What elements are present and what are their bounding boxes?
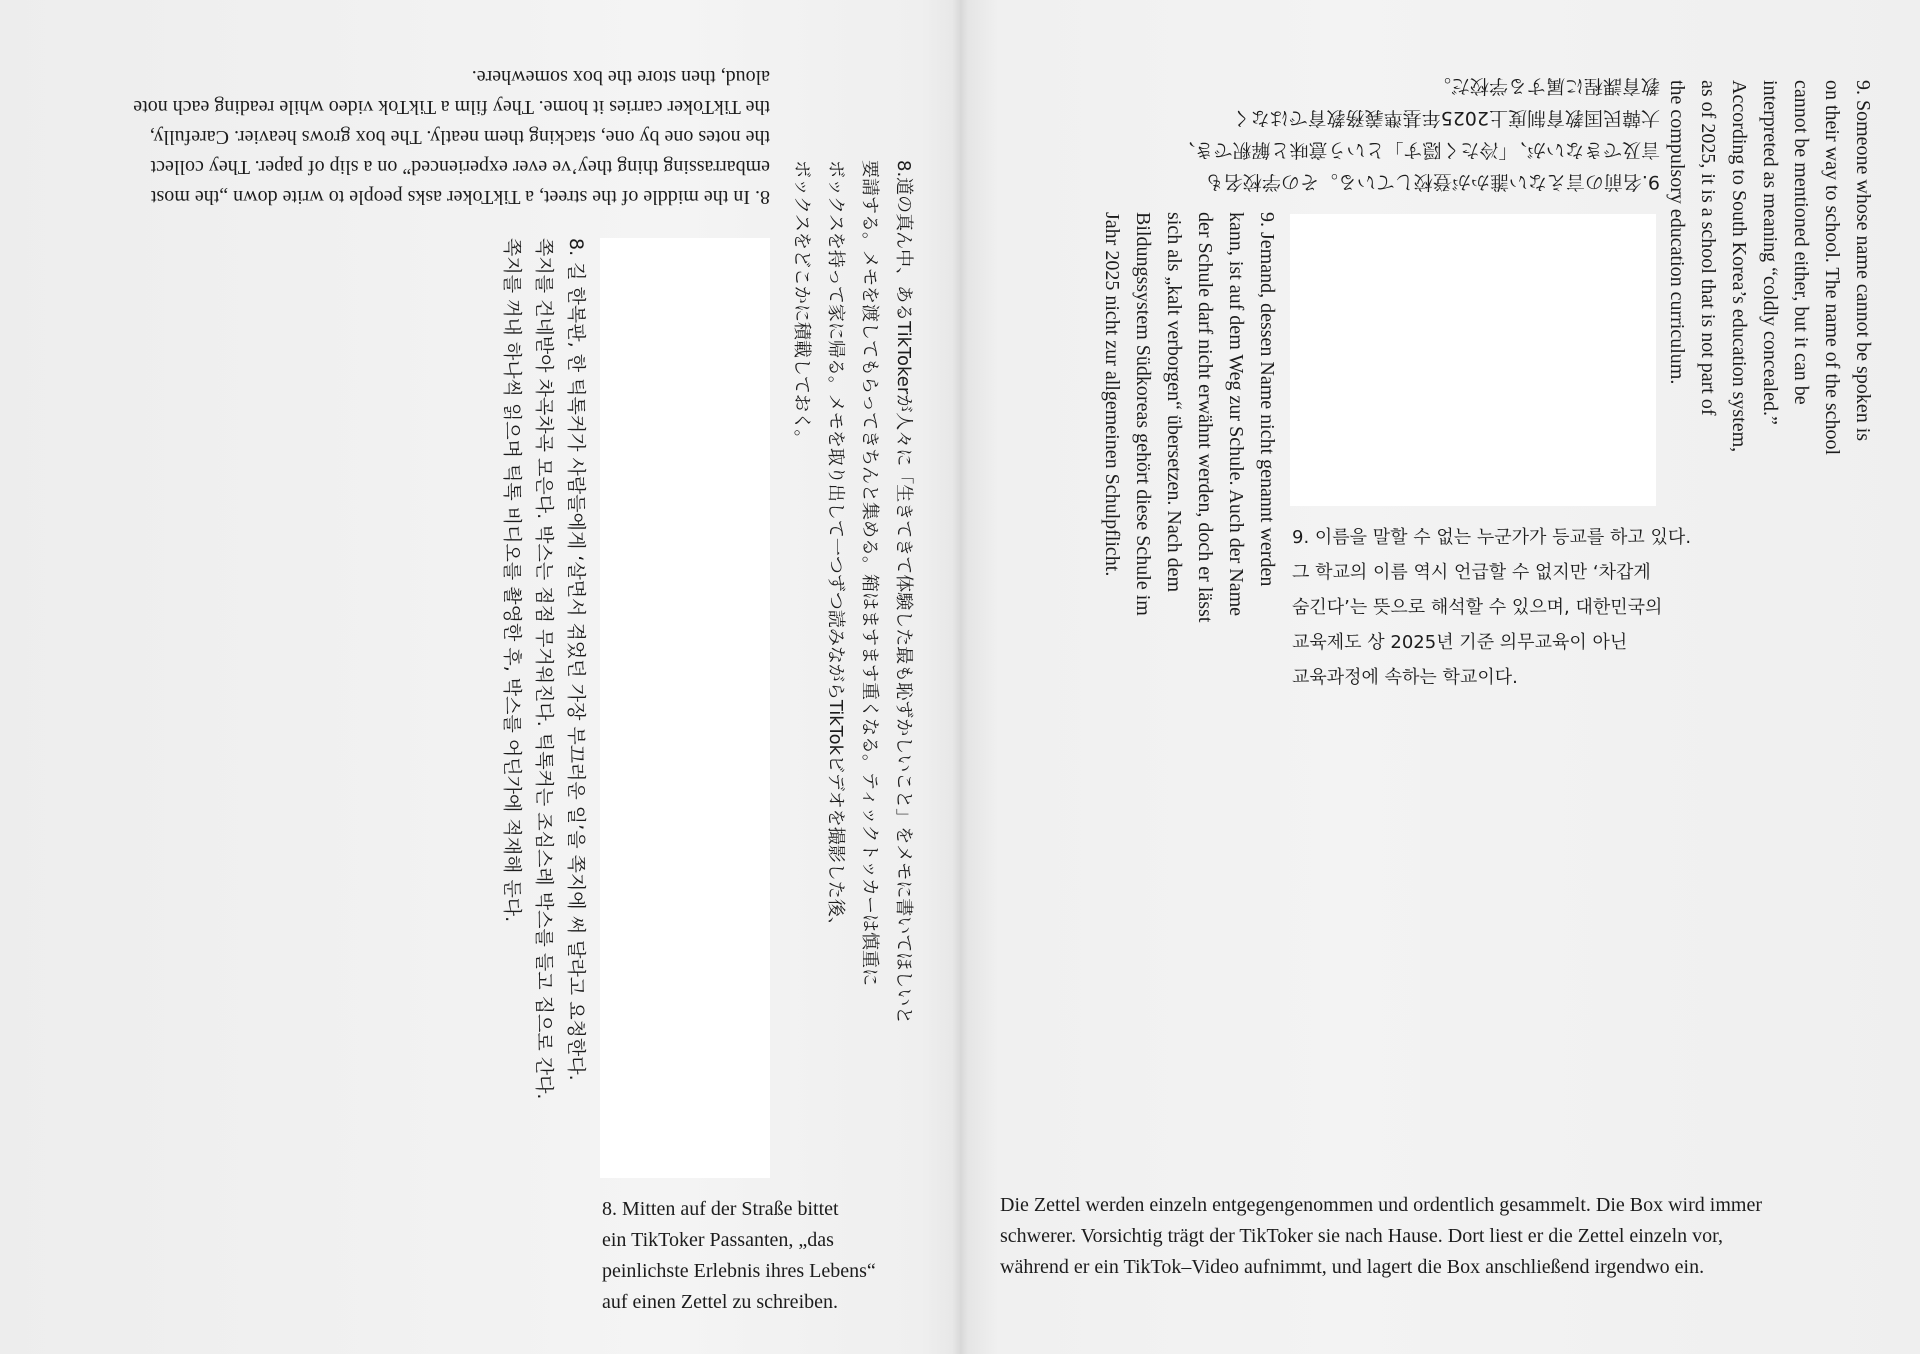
- text-line: Bildungssystem Südkoreas gehört diese Schule im: [1132, 212, 1154, 616]
- text-line: 9. Jemand, dessen Name nicht genannt werden: [1256, 212, 1278, 587]
- text-line: 교육제도 상 2025년 기준 의무교육이 아닌: [1292, 632, 1628, 653]
- text-line: on their way to school. The name of the school: [1821, 80, 1843, 456]
- text-line: 8. Mitten auf der Straße bittet: [602, 1198, 839, 1220]
- text-line: 8.道の真ん中、あるTikTokerが人々に「生きてきて体験した最も恥ずかしいこと」をメモに書いてほしいと: [893, 160, 914, 1025]
- ko-text-vertical: [496, 238, 592, 1099]
- text-line: sich als „kalt verborgen“ übersetzen. Nach dem: [1163, 212, 1185, 593]
- text-line: ボックスを持って家に帰る。メモを取り出して一つずつ読みながらTikTokビデオを撮影した後、: [825, 160, 846, 935]
- text-line: 그 학교의 이름 역시 언급할 수 없지만 ‘차갑게: [1292, 562, 1651, 583]
- text-line: 8. In the middle of the street, a TikToker asks people to write down „the most: [150, 186, 770, 208]
- text-line: 言及できないが、「冷たく隠す」という意味と解釈でき、: [1176, 139, 1660, 161]
- text-line: the compulsory education curriculum.: [1666, 80, 1688, 385]
- text-line: kann, ist auf dem Weg zur Schule. Auch der Name: [1225, 212, 1247, 617]
- text-line: 9.名前の言えない誰かが登校している。その学校名も: [1204, 171, 1660, 193]
- text-line: interpreted as meaning “coldly concealed.”: [1759, 80, 1781, 425]
- book-gutter: [952, 0, 968, 1354]
- text-line: the TikToker carries it home. They film a TikTok video while reading each note: [133, 96, 770, 118]
- text-line: 要請する。メモを渡してもらってきちんと集める。箱はますます重くなる。ティックトッカーは慎重に: [859, 160, 880, 987]
- text-line: 쪽지를 건네받아 차곡차곡 모은다. 박스는 점점 무거워진다. 틱톡커는 조심스레 박스를 들고 집으로 간다.: [533, 238, 555, 1100]
- text-line: 9. Someone whose name cannot be spoken is: [1852, 80, 1874, 442]
- text-line: 숨긴다’는 뜻으로 해석할 수 있으며, 대한민국의: [1292, 597, 1663, 618]
- text-line: the notes one by one, stacking them neatly. The box grows heavier. Carefully,: [149, 126, 770, 148]
- de-text-vertical: [1096, 212, 1282, 622]
- text-line: Die Zettel werden einzeln entgegengenommen und ordentlich gesammelt. Die Box wird immer: [1000, 1194, 1762, 1216]
- image-placeholder-left: [600, 238, 770, 1178]
- text-line: schwerer. Vorsichtig trägt der TikToker sie nach Hause. Dort liest er die Zettel einzeln vor,: [1000, 1225, 1723, 1247]
- text-line: während er ein TikTok–Video aufnimmt, und lagert die Box anschließend irgendwo ein.: [1000, 1256, 1705, 1278]
- text-line: as of 2025, it is a school that is not part of: [1697, 80, 1719, 416]
- text-line: According to South Korea’s education system,: [1728, 80, 1750, 453]
- text-line: 8. 길 한복판, 한 틱톡커가 사람들에게 ‘살면서 겪었던 가장 부끄러운 일’을 쪽지에 써 달라고 요청한다.: [565, 238, 587, 1081]
- text-line: 쪽지를 꺼내 하나씩 읽으며 틱톡 비디오를 촬영한 후, 박스를 어딘가에 적재해 둔다.: [501, 238, 523, 923]
- text-line: 教育課程に属する学校だ。: [1431, 75, 1660, 97]
- en-text-upside-down: [40, 62, 770, 212]
- de-caption-left: [602, 1194, 876, 1318]
- en-text-vertical: [1661, 80, 1878, 455]
- text-line: aloud, then store the box somewhere.: [471, 66, 770, 88]
- ja-text-vertical: [784, 160, 920, 1024]
- text-line: auf einen Zettel zu schreiben.: [602, 1291, 838, 1313]
- text-line: embarrassing thing they’ve ever experienced” on a slip of paper. They collect: [150, 156, 770, 178]
- text-line: 교육과정에 속하는 학교이다.: [1292, 667, 1518, 688]
- ko-caption-right: [1292, 520, 1691, 695]
- text-line: 大韓民国教育制度上2025年基準義務教育ではなく: [1231, 107, 1660, 129]
- text-line: Jahr 2025 nicht zur allgemeinen Schulpflicht.: [1101, 212, 1123, 577]
- text-line: peinlichste Erlebnis ihres Lebens“: [602, 1260, 876, 1282]
- text-line: cannot be mentioned either, but it can be: [1790, 80, 1812, 405]
- text-line: ボックスをどこかに積載しておく。: [791, 160, 812, 448]
- image-placeholder-right: [1290, 214, 1656, 506]
- text-line: ein TikToker Passanten, „das: [602, 1229, 834, 1251]
- ja-text-upside-down: [1120, 70, 1660, 198]
- text-line: der Schule darf nicht erwähnt werden, doch er lässt: [1194, 212, 1216, 623]
- text-line: 9. 이름을 말할 수 없는 누군가가 등교를 하고 있다.: [1292, 527, 1692, 548]
- de-paragraph-right: [1000, 1190, 1762, 1283]
